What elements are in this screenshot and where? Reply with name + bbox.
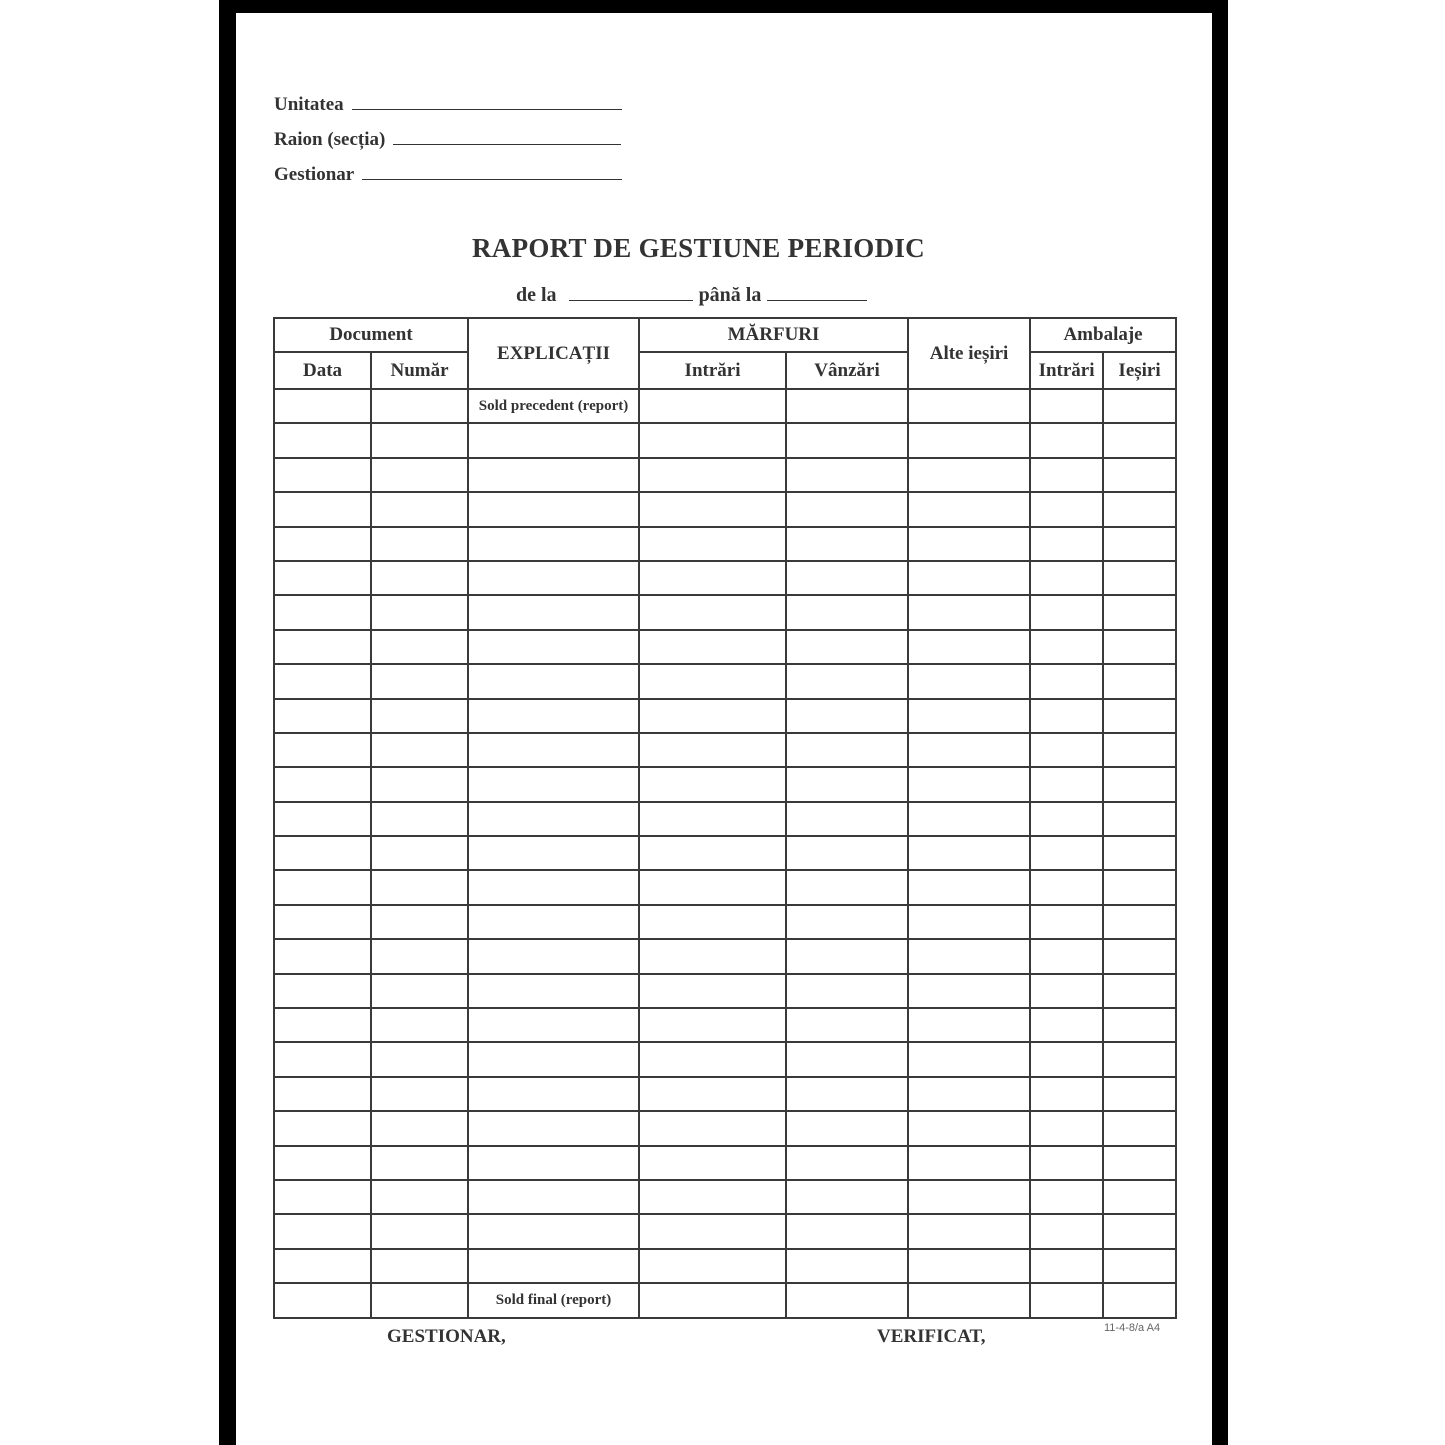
table-cell[interactable] bbox=[274, 492, 371, 526]
table-cell[interactable] bbox=[371, 836, 468, 870]
table-cell[interactable] bbox=[786, 561, 908, 595]
table-row bbox=[274, 1008, 1176, 1042]
table-cell[interactable] bbox=[786, 1077, 908, 1111]
table-cell[interactable] bbox=[786, 630, 908, 664]
table-cell[interactable] bbox=[908, 1111, 1030, 1145]
table-cell[interactable] bbox=[1103, 1249, 1176, 1283]
table-cell[interactable] bbox=[274, 664, 371, 698]
ledger-body bbox=[274, 389, 1176, 1318]
table-cell[interactable] bbox=[1030, 492, 1103, 526]
table-cell[interactable] bbox=[274, 1077, 371, 1111]
table-cell[interactable] bbox=[908, 939, 1030, 973]
table-cell[interactable] bbox=[274, 1146, 371, 1180]
table-cell[interactable] bbox=[468, 1214, 639, 1248]
table-cell[interactable] bbox=[639, 1214, 786, 1248]
table-row bbox=[274, 939, 1176, 973]
table-cell[interactable] bbox=[371, 1008, 468, 1042]
table-cell[interactable] bbox=[468, 939, 639, 973]
table-cell[interactable] bbox=[371, 974, 468, 1008]
table-cell[interactable] bbox=[468, 870, 639, 904]
table-cell[interactable] bbox=[786, 595, 908, 629]
table-cell[interactable] bbox=[908, 527, 1030, 561]
table-cell[interactable] bbox=[1103, 733, 1176, 767]
table-cell[interactable] bbox=[274, 836, 371, 870]
manager-field bbox=[274, 164, 622, 186]
table-cell[interactable] bbox=[274, 767, 371, 801]
table-cell[interactable] bbox=[786, 389, 908, 423]
table-cell[interactable] bbox=[468, 905, 639, 939]
table-cell[interactable] bbox=[468, 423, 639, 457]
table-row bbox=[274, 699, 1176, 733]
table-cell[interactable] bbox=[371, 561, 468, 595]
table-cell[interactable] bbox=[274, 802, 371, 836]
table-cell[interactable] bbox=[1030, 389, 1103, 423]
table-cell[interactable] bbox=[274, 905, 371, 939]
table-cell[interactable] bbox=[371, 1249, 468, 1283]
table-cell[interactable] bbox=[274, 423, 371, 457]
table-cell[interactable] bbox=[908, 733, 1030, 767]
table-cell[interactable] bbox=[908, 1283, 1030, 1317]
header-marfuri-intrari: Intrări bbox=[639, 352, 786, 389]
table-cell[interactable] bbox=[1103, 767, 1176, 801]
table-cell[interactable] bbox=[786, 1042, 908, 1076]
header-ambalaje-iesiri: Ieșiri bbox=[1103, 352, 1176, 389]
form-code: 11-4-8/a A4 bbox=[1104, 1322, 1161, 1334]
table-cell[interactable] bbox=[639, 1146, 786, 1180]
table-cell[interactable] bbox=[274, 939, 371, 973]
table-cell[interactable] bbox=[1103, 939, 1176, 973]
table-cell[interactable] bbox=[1103, 802, 1176, 836]
table-cell[interactable] bbox=[1103, 458, 1176, 492]
table-cell[interactable] bbox=[274, 527, 371, 561]
table-cell[interactable] bbox=[1030, 1180, 1103, 1214]
table-cell[interactable] bbox=[468, 664, 639, 698]
table-row bbox=[274, 870, 1176, 904]
table-cell[interactable] bbox=[908, 802, 1030, 836]
table-cell[interactable] bbox=[908, 1042, 1030, 1076]
table-row bbox=[274, 836, 1176, 870]
table-cell[interactable] bbox=[371, 527, 468, 561]
table-cell[interactable] bbox=[639, 1008, 786, 1042]
table-cell[interactable] bbox=[1103, 664, 1176, 698]
table-cell[interactable] bbox=[274, 1249, 371, 1283]
table-cell[interactable] bbox=[274, 974, 371, 1008]
table-cell[interactable] bbox=[1103, 561, 1176, 595]
table-cell[interactable] bbox=[1103, 974, 1176, 1008]
table-cell[interactable] bbox=[908, 905, 1030, 939]
table-cell[interactable] bbox=[786, 458, 908, 492]
table-cell[interactable] bbox=[786, 1146, 908, 1180]
header-marfuri: MĂRFURI bbox=[639, 318, 908, 352]
table-row bbox=[274, 767, 1176, 801]
table-cell[interactable] bbox=[786, 1249, 908, 1283]
table-cell[interactable] bbox=[786, 974, 908, 1008]
table-cell[interactable] bbox=[786, 1180, 908, 1214]
table-cell[interactable] bbox=[1103, 699, 1176, 733]
table-cell[interactable] bbox=[468, 1180, 639, 1214]
table-row bbox=[274, 527, 1176, 561]
table-cell[interactable] bbox=[786, 802, 908, 836]
table-cell[interactable] bbox=[274, 1111, 371, 1145]
table-cell[interactable] bbox=[1103, 1283, 1176, 1317]
table-cell[interactable] bbox=[1103, 836, 1176, 870]
table-cell[interactable] bbox=[468, 733, 639, 767]
table-cell[interactable] bbox=[1030, 630, 1103, 664]
table-cell[interactable] bbox=[1030, 699, 1103, 733]
table-cell[interactable] bbox=[1030, 1214, 1103, 1248]
table-cell[interactable] bbox=[1103, 595, 1176, 629]
table-cell[interactable] bbox=[468, 595, 639, 629]
table-cell[interactable] bbox=[274, 561, 371, 595]
table-cell[interactable] bbox=[468, 974, 639, 1008]
table-cell[interactable] bbox=[639, 1042, 786, 1076]
header-ambalaje: Ambalaje bbox=[1030, 318, 1176, 352]
table-row bbox=[274, 423, 1176, 457]
table-cell[interactable] bbox=[1030, 1008, 1103, 1042]
header-explicatii: EXPLICAȚII bbox=[468, 318, 639, 389]
table-cell[interactable] bbox=[786, 664, 908, 698]
table-row bbox=[274, 664, 1176, 698]
table-cell[interactable] bbox=[1030, 939, 1103, 973]
table-row bbox=[274, 1042, 1176, 1076]
header-data: Data bbox=[274, 352, 371, 389]
table-cell[interactable] bbox=[1030, 870, 1103, 904]
table-cell[interactable] bbox=[1030, 1146, 1103, 1180]
header-marfuri-vanzari: Vânzări bbox=[786, 352, 908, 389]
table-cell[interactable] bbox=[468, 1008, 639, 1042]
table-cell[interactable] bbox=[468, 1111, 639, 1145]
table-cell[interactable] bbox=[1030, 1077, 1103, 1111]
table-cell[interactable] bbox=[468, 836, 639, 870]
table-cell[interactable] bbox=[639, 939, 786, 973]
table-cell[interactable] bbox=[274, 458, 371, 492]
table-cell[interactable] bbox=[371, 905, 468, 939]
table-cell[interactable] bbox=[786, 492, 908, 526]
table-cell[interactable] bbox=[468, 1249, 639, 1283]
table-cell[interactable] bbox=[908, 664, 1030, 698]
table-cell[interactable] bbox=[468, 1042, 639, 1076]
table-cell[interactable] bbox=[639, 1283, 786, 1317]
table-cell[interactable] bbox=[1030, 1111, 1103, 1145]
table-cell[interactable] bbox=[639, 974, 786, 1008]
table-cell[interactable] bbox=[639, 767, 786, 801]
table-cell[interactable] bbox=[1103, 527, 1176, 561]
table-cell[interactable] bbox=[1030, 802, 1103, 836]
table-cell[interactable] bbox=[371, 389, 468, 423]
table-cell[interactable] bbox=[1103, 1008, 1176, 1042]
table-cell[interactable] bbox=[786, 527, 908, 561]
table-cell[interactable] bbox=[639, 1077, 786, 1111]
table-cell[interactable] bbox=[1103, 389, 1176, 423]
table-cell[interactable] bbox=[639, 1180, 786, 1214]
table-cell[interactable] bbox=[1103, 1214, 1176, 1248]
table-cell[interactable] bbox=[786, 423, 908, 457]
table-cell[interactable] bbox=[371, 492, 468, 526]
table-cell[interactable] bbox=[908, 1214, 1030, 1248]
table-cell[interactable] bbox=[908, 1180, 1030, 1214]
table-cell[interactable] bbox=[371, 664, 468, 698]
table-cell[interactable] bbox=[274, 1214, 371, 1248]
table-cell[interactable] bbox=[908, 699, 1030, 733]
table-cell[interactable] bbox=[1030, 767, 1103, 801]
table-cell[interactable] bbox=[1103, 423, 1176, 457]
table-cell[interactable] bbox=[908, 423, 1030, 457]
table-cell[interactable] bbox=[1030, 1249, 1103, 1283]
table-cell[interactable] bbox=[468, 561, 639, 595]
table-row bbox=[274, 1180, 1176, 1214]
unit-line[interactable] bbox=[352, 95, 622, 110]
table-cell[interactable] bbox=[639, 870, 786, 904]
header-alte-iesiri: Alte ieșiri bbox=[908, 318, 1030, 389]
table-cell[interactable] bbox=[639, 527, 786, 561]
manager-line[interactable] bbox=[362, 165, 622, 180]
period-line bbox=[516, 284, 873, 307]
table-row bbox=[274, 802, 1176, 836]
table-cell[interactable] bbox=[639, 492, 786, 526]
table-cell[interactable] bbox=[1030, 595, 1103, 629]
table-cell[interactable] bbox=[371, 1146, 468, 1180]
table-cell[interactable] bbox=[371, 458, 468, 492]
table-cell[interactable] bbox=[274, 870, 371, 904]
table-cell[interactable] bbox=[1103, 492, 1176, 526]
table-cell[interactable] bbox=[1030, 561, 1103, 595]
table-row bbox=[274, 905, 1176, 939]
table-cell[interactable] bbox=[786, 699, 908, 733]
table-cell[interactable] bbox=[468, 527, 639, 561]
table-cell[interactable] bbox=[639, 389, 786, 423]
department-line[interactable] bbox=[393, 130, 621, 145]
table-cell[interactable] bbox=[371, 1214, 468, 1248]
table-cell[interactable] bbox=[908, 1077, 1030, 1111]
header-numar: Număr bbox=[371, 352, 468, 389]
table-cell[interactable] bbox=[639, 664, 786, 698]
form-title: RAPORT DE GESTIUNE PERIODIC bbox=[472, 233, 925, 263]
table-cell[interactable] bbox=[371, 767, 468, 801]
table-cell[interactable] bbox=[639, 1111, 786, 1145]
table-cell[interactable] bbox=[639, 561, 786, 595]
table-cell[interactable] bbox=[371, 733, 468, 767]
header-ambalaje-intrari: Intrări bbox=[1030, 352, 1103, 389]
table-cell[interactable] bbox=[1030, 664, 1103, 698]
table-cell[interactable] bbox=[908, 836, 1030, 870]
table-cell[interactable] bbox=[468, 802, 639, 836]
table-cell[interactable] bbox=[1103, 1146, 1176, 1180]
table-row-opening bbox=[274, 389, 1176, 423]
table-cell[interactable] bbox=[908, 1146, 1030, 1180]
period-from-label: de la bbox=[516, 284, 557, 306]
table-cell[interactable] bbox=[274, 595, 371, 629]
table-cell[interactable] bbox=[468, 630, 639, 664]
table-row bbox=[274, 1111, 1176, 1145]
manager-signature-label: GESTIONAR, bbox=[387, 1326, 506, 1347]
table-cell[interactable] bbox=[274, 1042, 371, 1076]
table-cell[interactable] bbox=[1103, 630, 1176, 664]
manager-label: Gestionar bbox=[274, 164, 355, 185]
table-row bbox=[274, 458, 1176, 492]
table-cell[interactable] bbox=[468, 492, 639, 526]
table-cell[interactable] bbox=[468, 1146, 639, 1180]
table-cell[interactable] bbox=[1030, 1042, 1103, 1076]
table-row bbox=[274, 1077, 1176, 1111]
unit-field bbox=[274, 94, 622, 116]
table-cell[interactable] bbox=[908, 974, 1030, 1008]
header-document: Document bbox=[274, 318, 468, 352]
table-cell[interactable] bbox=[371, 630, 468, 664]
table-cell[interactable] bbox=[371, 870, 468, 904]
table-cell[interactable] bbox=[1030, 1283, 1103, 1317]
table-row bbox=[274, 492, 1176, 526]
table-cell[interactable] bbox=[786, 767, 908, 801]
table-cell[interactable] bbox=[908, 389, 1030, 423]
table-cell[interactable] bbox=[1103, 1111, 1176, 1145]
table-cell[interactable] bbox=[371, 699, 468, 733]
period-to-label: până la bbox=[698, 284, 762, 306]
table-cell[interactable] bbox=[468, 458, 639, 492]
table-cell[interactable] bbox=[274, 1283, 371, 1317]
table-cell[interactable] bbox=[639, 595, 786, 629]
table-row bbox=[274, 1214, 1176, 1248]
table-cell[interactable] bbox=[639, 423, 786, 457]
table-cell[interactable] bbox=[1103, 1042, 1176, 1076]
table-cell[interactable] bbox=[908, 1008, 1030, 1042]
table-cell[interactable] bbox=[371, 1283, 468, 1317]
table-row-closing bbox=[274, 1283, 1176, 1317]
department-field bbox=[274, 129, 621, 151]
table-cell[interactable] bbox=[371, 595, 468, 629]
table-row bbox=[274, 595, 1176, 629]
table-cell[interactable] bbox=[371, 939, 468, 973]
table-cell[interactable] bbox=[639, 733, 786, 767]
table-cell[interactable] bbox=[274, 1008, 371, 1042]
table-row bbox=[274, 630, 1176, 664]
table-cell[interactable] bbox=[1030, 733, 1103, 767]
table-cell[interactable] bbox=[786, 939, 908, 973]
table-cell[interactable] bbox=[1030, 974, 1103, 1008]
table-cell[interactable] bbox=[908, 492, 1030, 526]
table-cell[interactable] bbox=[639, 1249, 786, 1283]
table-cell[interactable] bbox=[371, 423, 468, 457]
table-cell[interactable] bbox=[639, 630, 786, 664]
table-cell[interactable] bbox=[908, 870, 1030, 904]
table-cell[interactable] bbox=[274, 630, 371, 664]
department-label: Raion (secția) bbox=[274, 129, 386, 150]
table-row bbox=[274, 561, 1176, 595]
table-cell[interactable] bbox=[371, 1111, 468, 1145]
table-row bbox=[274, 974, 1176, 1008]
table-cell[interactable] bbox=[371, 1180, 468, 1214]
table-cell[interactable] bbox=[1030, 836, 1103, 870]
table-cell[interactable] bbox=[908, 1249, 1030, 1283]
table-cell[interactable] bbox=[1103, 1180, 1176, 1214]
table-cell[interactable] bbox=[274, 733, 371, 767]
table-cell[interactable] bbox=[371, 1042, 468, 1076]
table-cell[interactable] bbox=[274, 699, 371, 733]
table-cell[interactable] bbox=[468, 1077, 639, 1111]
table-cell[interactable] bbox=[371, 802, 468, 836]
table-cell[interactable] bbox=[1103, 905, 1176, 939]
closing-balance-cell: Sold final (report) bbox=[468, 1283, 639, 1317]
table-cell[interactable] bbox=[274, 1180, 371, 1214]
table-cell[interactable] bbox=[908, 630, 1030, 664]
table-cell[interactable] bbox=[639, 802, 786, 836]
table-cell[interactable] bbox=[1103, 870, 1176, 904]
table-cell[interactable] bbox=[371, 1077, 468, 1111]
table-cell[interactable] bbox=[786, 733, 908, 767]
table-cell[interactable] bbox=[639, 836, 786, 870]
table-cell[interactable] bbox=[1030, 905, 1103, 939]
table-cell[interactable] bbox=[908, 561, 1030, 595]
table-cell[interactable] bbox=[786, 836, 908, 870]
table-row bbox=[274, 733, 1176, 767]
period-to-blank[interactable] bbox=[767, 286, 867, 301]
table-cell[interactable] bbox=[786, 1111, 908, 1145]
table-cell[interactable] bbox=[1103, 1077, 1176, 1111]
table-cell[interactable] bbox=[274, 389, 371, 423]
ledger-table bbox=[273, 317, 1177, 1319]
table-cell[interactable] bbox=[908, 458, 1030, 492]
table-row bbox=[274, 1249, 1176, 1283]
table-cell[interactable] bbox=[1030, 423, 1103, 457]
table-cell[interactable] bbox=[786, 1283, 908, 1317]
table-cell[interactable] bbox=[786, 1008, 908, 1042]
unit-label: Unitatea bbox=[274, 94, 344, 115]
table-cell[interactable] bbox=[639, 699, 786, 733]
table-cell[interactable] bbox=[786, 870, 908, 904]
table-cell[interactable] bbox=[786, 1214, 908, 1248]
table-cell[interactable] bbox=[908, 595, 1030, 629]
table-cell[interactable] bbox=[1030, 458, 1103, 492]
table-cell[interactable] bbox=[468, 699, 639, 733]
table-cell[interactable] bbox=[786, 905, 908, 939]
table-cell[interactable] bbox=[1030, 527, 1103, 561]
table-cell[interactable] bbox=[639, 905, 786, 939]
opening-balance-cell: Sold precedent (report) bbox=[468, 389, 639, 423]
table-cell[interactable] bbox=[908, 767, 1030, 801]
verified-signature-label: VERIFICAT, bbox=[877, 1326, 986, 1347]
table-cell[interactable] bbox=[639, 458, 786, 492]
table-row bbox=[274, 1146, 1176, 1180]
table-cell[interactable] bbox=[468, 767, 639, 801]
period-from-blank[interactable] bbox=[569, 286, 693, 301]
